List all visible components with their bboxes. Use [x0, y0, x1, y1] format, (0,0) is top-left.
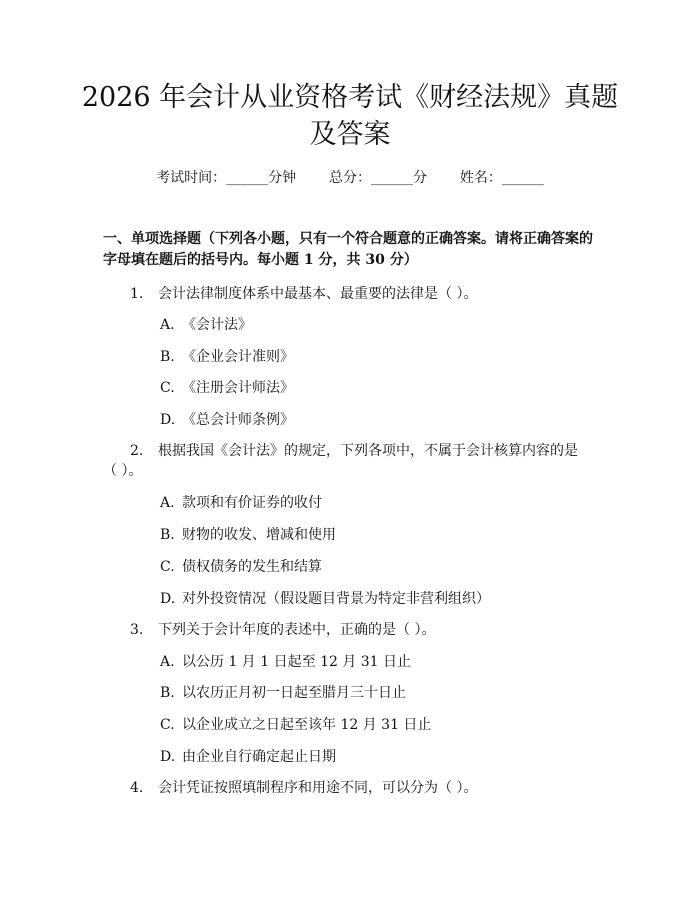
page-title: 2026 年会计从业资格考试《财经法规》真题 [81, 82, 619, 113]
option-label: B. [160, 349, 175, 365]
question-number: 3. [130, 622, 144, 638]
question-2-continued: （ ）。 [103, 463, 143, 479]
option-label: D. [160, 591, 176, 607]
option-text: 《企业会计准则》 [182, 349, 294, 365]
exam-time-field: 考试时间：______分钟 [156, 170, 297, 186]
option-text: 财物的收发、增减和使用 [182, 527, 336, 543]
option-label: A. [160, 495, 175, 511]
question-2-option-d [160, 589, 490, 609]
question-text: 会计法律制度体系中最基本、最重要的法律是（ ）。 [158, 286, 478, 302]
option-text: 债权债务的发生和结算 [182, 559, 322, 575]
option-label: B. [160, 527, 175, 543]
option-label: A. [160, 654, 175, 670]
option-label: D. [160, 412, 176, 428]
question-number: 1. [130, 286, 144, 302]
option-text: 款项和有价证券的收付 [182, 495, 322, 511]
total-score-field: 总分：______分 [329, 170, 427, 186]
option-label: C. [160, 717, 175, 733]
option-text: 《会计法》 [182, 317, 252, 333]
question-2 [130, 441, 578, 461]
question-text: 根据我国《会计法》的规定，下列各项中，不属于会计核算内容的是 [158, 443, 578, 459]
option-label: C. [160, 559, 175, 575]
exam-info-line [0, 168, 700, 188]
section-heading: 一、单项选择题（下列各小题，只有一个符合题意的正确答案。请将正确答案的字母填在题后的括号内。每小题 1 分，共 30 分） [103, 231, 593, 268]
question-1-option-b [160, 347, 294, 367]
page-title-continued: 及答案 [309, 119, 391, 150]
question-4 [130, 778, 477, 798]
option-label: D. [160, 749, 176, 765]
question-1-option-c [160, 378, 294, 398]
option-text: 《总会计师条例》 [182, 412, 294, 428]
question-2-option-b [160, 525, 336, 545]
question-3-option-a [160, 652, 411, 672]
option-text: 由企业自行确定起止日期 [182, 749, 336, 765]
question-3-option-d [160, 747, 336, 767]
question-text: 下列关于会计年度的表述中，正确的是（ ）。 [158, 622, 436, 638]
question-1-option-a [160, 315, 252, 335]
question-number: 4. [130, 780, 144, 796]
question-1 [130, 284, 477, 304]
question-1-option-d [160, 410, 294, 430]
option-label: B. [160, 685, 175, 701]
question-2-option-a [160, 493, 322, 513]
question-3-option-b [160, 683, 406, 703]
option-label: C. [160, 380, 175, 396]
question-2-option-c [160, 557, 322, 577]
question-3 [130, 620, 435, 640]
option-text: 对外投资情况（假设题目背景为特定非营利组织） [182, 591, 490, 607]
question-text: 会计凭证按照填制程序和用途不同，可以分为（ ）。 [158, 780, 478, 796]
question-3-option-c [160, 715, 431, 735]
option-text: 以农历正月初一日起至腊月三十日止 [182, 685, 406, 701]
question-number: 2. [130, 443, 144, 459]
option-label: A. [160, 317, 175, 333]
option-text: 《注册会计师法》 [182, 380, 294, 396]
name-field: 姓名：______ [459, 170, 544, 186]
option-text: 以公历 1 月 1 日起至 12 月 31 日止 [182, 654, 412, 670]
option-text: 以企业成立之日起至该年 12 月 31 日止 [182, 717, 432, 733]
